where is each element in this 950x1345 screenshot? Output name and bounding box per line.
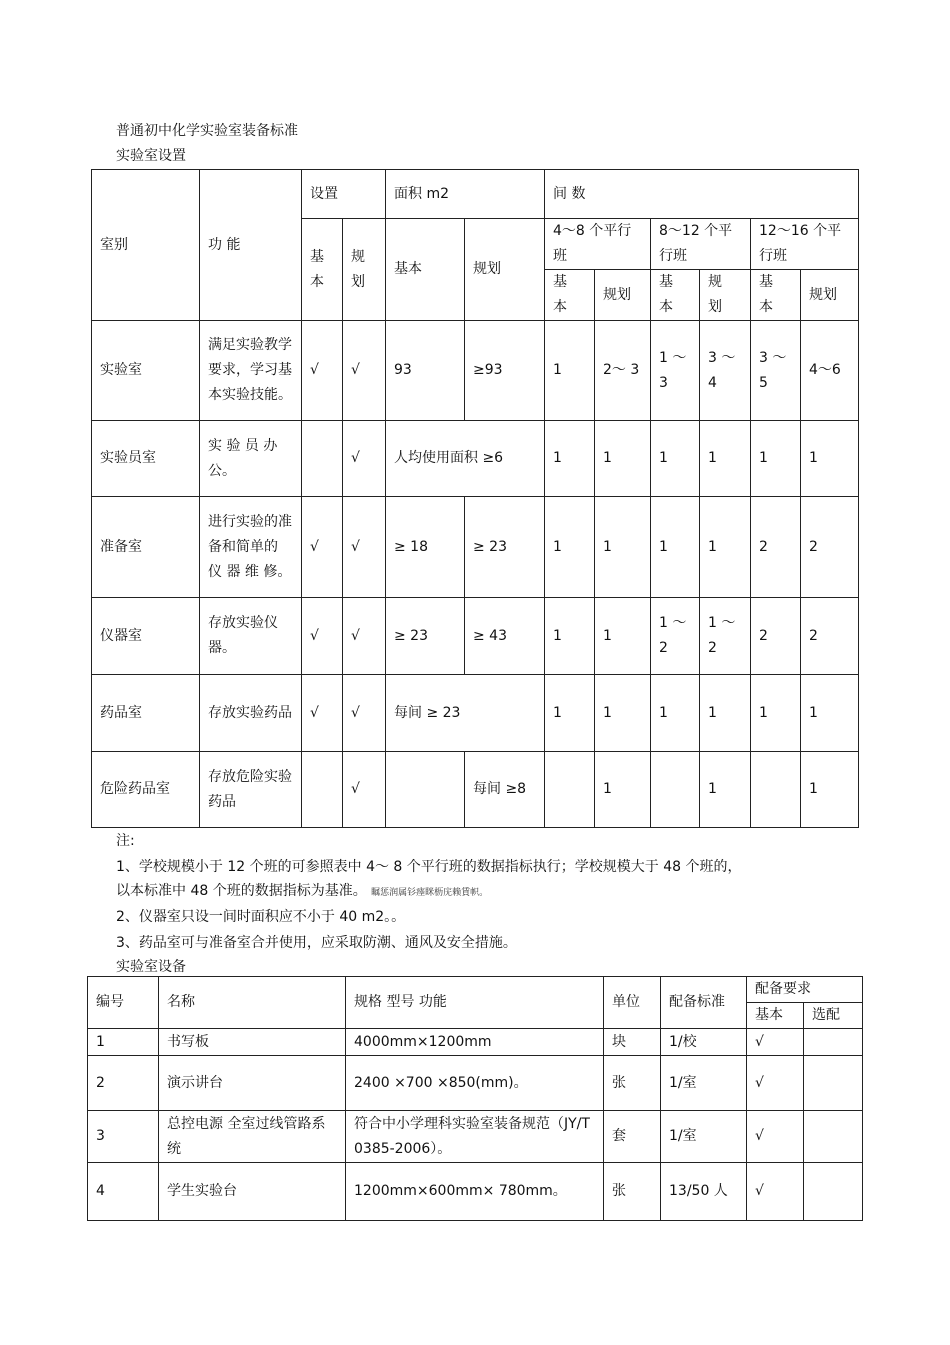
header-g2-basic: 基本 [651, 270, 700, 321]
count-value [545, 752, 595, 828]
count-value: 1 [801, 421, 859, 497]
item-standard: 13/50 人 [661, 1163, 747, 1221]
table-row [92, 497, 859, 598]
section-title-equipment: 实验室设备 [116, 959, 186, 975]
count-value: 1 ～ 2 [651, 598, 700, 675]
room-name: 实验员室 [92, 421, 200, 497]
setup-plan-value: √ [343, 752, 386, 828]
item-no: 3 [88, 1111, 159, 1163]
note-1a: 1、学校规模小于 12 个班的可参照表中 4～ 8 个平行班的数据指标执行；学校规模大于 48 个班的， [116, 859, 742, 875]
setup-plan-value: √ [343, 675, 386, 752]
room-name: 准备室 [92, 497, 200, 598]
item-no: 2 [88, 1056, 159, 1111]
room-name: 药品室 [92, 675, 200, 752]
table-row [92, 675, 859, 752]
count-value: 1 [700, 675, 751, 752]
count-value: 1 [595, 598, 651, 675]
item-optional [804, 1029, 863, 1056]
setup-basic-value: √ [302, 321, 343, 421]
note-3: 3、药品室可与准备室合并使用，应采取防潮、通风及安全措施。 [116, 935, 517, 951]
header-group-8-12: 8～12 个平行班 [651, 219, 751, 270]
header-setup-plan: 规划 [343, 219, 386, 321]
area-basic-value: ≥ 18 [386, 497, 465, 598]
item-standard: 1/室 [661, 1111, 747, 1163]
area-basic-value: 93 [386, 321, 465, 421]
header-unit: 单位 [604, 977, 661, 1029]
count-value: 1 [751, 421, 801, 497]
count-value: 4～6 [801, 321, 859, 421]
table-row [92, 321, 859, 421]
note-1b: 以本标准中 48 个班的数据指标为基准。 瞩惩润属钐瘗眯枥庑赖賃帜。 [116, 883, 489, 899]
area-basic-value [386, 752, 465, 828]
count-value [751, 752, 801, 828]
count-value: 3 ～ 5 [751, 321, 801, 421]
count-value: 1 [651, 497, 700, 598]
count-value: 1 [751, 675, 801, 752]
count-value: 1 [801, 675, 859, 752]
room-name: 仪器室 [92, 598, 200, 675]
table-row [92, 421, 859, 497]
header-function: 功 能 [200, 170, 302, 321]
area-value: 人均使用面积 ≥6 [386, 421, 545, 497]
item-basic: √ [747, 1163, 804, 1221]
count-value: 1 [545, 675, 595, 752]
item-name: 演示讲台 [159, 1056, 346, 1111]
header-requirement: 配备要求 [747, 977, 863, 1003]
setup-basic-value: √ [302, 675, 343, 752]
room-function: 满足实验教学要求，学习基本实验技能。 [200, 321, 302, 421]
count-value: 1 [651, 675, 700, 752]
header-area: 面积 m2 [386, 170, 545, 219]
header-basic: 基本 [747, 1003, 804, 1029]
count-value: 1 [595, 675, 651, 752]
item-basic: √ [747, 1056, 804, 1111]
item-name: 学生实验台 [159, 1163, 346, 1221]
note-2: 2、仪器室只设一间时面积应不小于 40 m2。。 [116, 909, 406, 925]
item-unit: 张 [604, 1056, 661, 1111]
item-spec: 符合中小学理科实验室装备规范（JY/T0385-2006）。 [346, 1111, 604, 1163]
header-g2-plan: 规划 [700, 270, 751, 321]
table-row [92, 598, 859, 675]
setup-plan-value: √ [343, 321, 386, 421]
lab-setup-table [91, 169, 859, 828]
setup-basic-value [302, 421, 343, 497]
header-count: 间 数 [545, 170, 859, 219]
header-group-4-8: 4～8 个平行班 [545, 219, 651, 270]
room-function: 存放实验药品 [200, 675, 302, 752]
header-name: 名称 [159, 977, 346, 1029]
room-name: 危险药品室 [92, 752, 200, 828]
item-standard: 1/校 [661, 1029, 747, 1056]
header-no: 编号 [88, 977, 159, 1029]
header-setup-basic: 基本 [302, 219, 343, 321]
setup-plan-value: √ [343, 598, 386, 675]
area-basic-value: ≥ 23 [386, 598, 465, 675]
table-row [88, 1029, 863, 1056]
item-basic: √ [747, 1111, 804, 1163]
count-value [651, 752, 700, 828]
setup-plan-value: √ [343, 421, 386, 497]
table-row [88, 1163, 863, 1221]
setup-basic-value: √ [302, 497, 343, 598]
setup-basic-value [302, 752, 343, 828]
notes-heading: 注: [116, 833, 135, 849]
item-unit: 张 [604, 1163, 661, 1221]
item-optional [804, 1163, 863, 1221]
count-value: 1 [700, 497, 751, 598]
item-basic: √ [747, 1029, 804, 1056]
count-value: 1 [700, 752, 751, 828]
lab-equipment-table [87, 976, 863, 1221]
count-value: 2 [751, 598, 801, 675]
header-optional: 选配 [804, 1003, 863, 1029]
item-unit: 套 [604, 1111, 661, 1163]
room-name: 实验室 [92, 321, 200, 421]
item-optional [804, 1056, 863, 1111]
area-plan-value: ≥ 23 [465, 497, 545, 598]
count-value: 1 [595, 421, 651, 497]
item-standard: 1/室 [661, 1056, 747, 1111]
area-plan-value: 每间 ≥8 [465, 752, 545, 828]
item-spec: 1200mm×600mm× 780mm。 [346, 1163, 604, 1221]
table-row [88, 1056, 863, 1111]
count-value: 1 [545, 321, 595, 421]
item-unit: 块 [604, 1029, 661, 1056]
header-g3-basic: 基本 [751, 270, 801, 321]
room-function: 实 验 员 办 公。 [200, 421, 302, 497]
header-g1-plan: 规划 [595, 270, 651, 321]
setup-basic-value: √ [302, 598, 343, 675]
item-name: 总控电源 全室过线管路系统 [159, 1111, 346, 1163]
count-value: 1 [545, 421, 595, 497]
header-room: 室别 [92, 170, 200, 321]
room-function: 进行实验的准备和简单的 仪 器 维 修。 [200, 497, 302, 598]
section-title-setup: 实验室设置 [116, 148, 186, 164]
count-value: 2 [801, 598, 859, 675]
header-standard: 配备标准 [661, 977, 747, 1029]
table-row [88, 1111, 863, 1163]
header-setup: 设置 [302, 170, 386, 219]
item-no: 4 [88, 1163, 159, 1221]
header-group-12-16: 12～16 个平行班 [751, 219, 859, 270]
note-1-garbled: 瞩惩润属钐瘗眯枥庑赖賃帜。 [371, 888, 489, 898]
count-value: 1 ～ 2 [700, 598, 751, 675]
count-value: 1 [700, 421, 751, 497]
table-row [92, 752, 859, 828]
header-area-basic: 基本 [386, 219, 465, 321]
item-spec: 4000mm×1200mm [346, 1029, 604, 1056]
header-g1-basic: 基本 [545, 270, 595, 321]
item-name: 书写板 [159, 1029, 346, 1056]
area-plan-value: ≥ 43 [465, 598, 545, 675]
count-value: 3 ～ 4 [700, 321, 751, 421]
count-value: 1 [651, 421, 700, 497]
count-value: 1 [595, 497, 651, 598]
header-area-plan: 规划 [465, 219, 545, 321]
header-spec: 规格 型号 功能 [346, 977, 604, 1029]
item-optional [804, 1111, 863, 1163]
area-plan-value: ≥93 [465, 321, 545, 421]
count-value: 2 [751, 497, 801, 598]
count-value: 1 ～ 3 [651, 321, 700, 421]
count-value: 1 [545, 598, 595, 675]
item-no: 1 [88, 1029, 159, 1056]
room-function: 存放危险实验药品 [200, 752, 302, 828]
header-g3-plan: 规划 [801, 270, 859, 321]
document-title: 普通初中化学实验室装备标准 [116, 123, 298, 139]
setup-plan-value: √ [343, 497, 386, 598]
room-function: 存放实验仪器。 [200, 598, 302, 675]
count-value: 2～ 3 [595, 321, 651, 421]
area-value: 每间 ≥ 23 [386, 675, 545, 752]
count-value: 1 [801, 752, 859, 828]
count-value: 1 [545, 497, 595, 598]
count-value: 1 [595, 752, 651, 828]
item-spec: 2400 ×700 ×850(mm)。 [346, 1056, 604, 1111]
count-value: 2 [801, 497, 859, 598]
